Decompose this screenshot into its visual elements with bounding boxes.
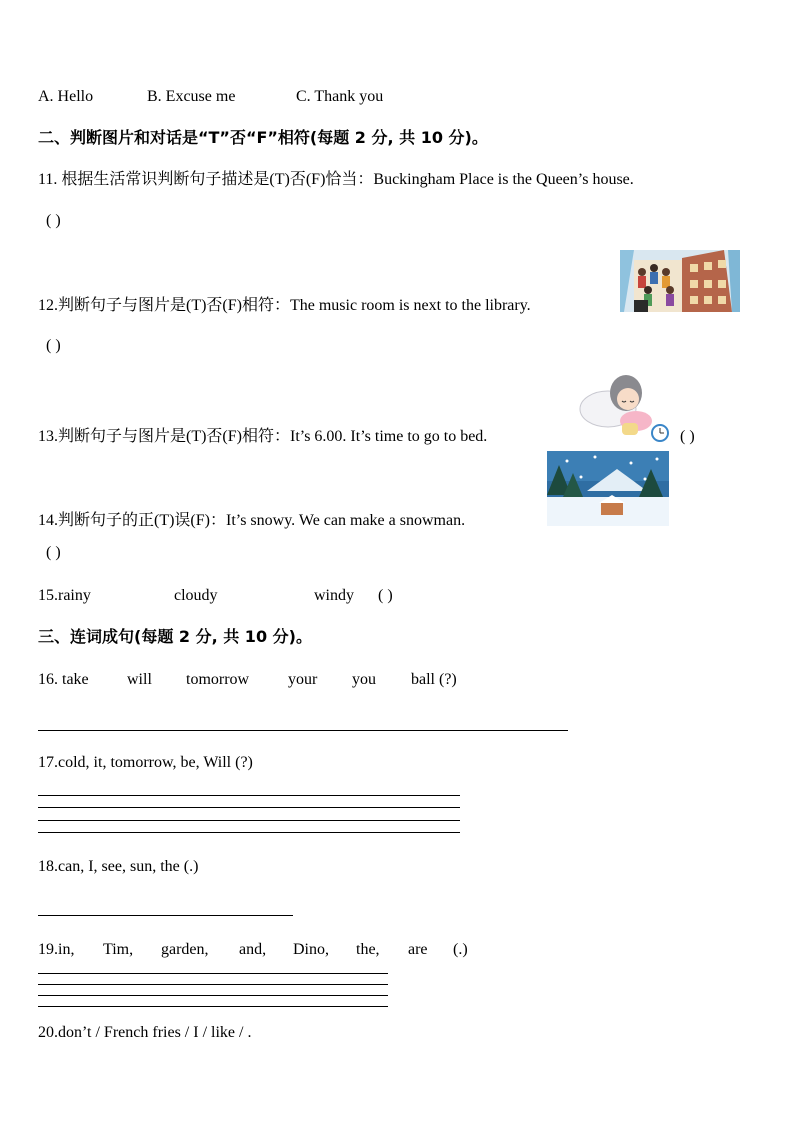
q15-word-rainy: 15.rainy	[38, 587, 91, 604]
q15-word-windy: windy	[314, 587, 354, 604]
q12-text: 12.判断句子与图片是(T)否(F)相符：The music room is next to the library.	[38, 297, 531, 314]
q19-answer-line[interactable]	[38, 973, 388, 974]
q16-answer-line[interactable]	[38, 730, 568, 731]
sleeping-girl-picture	[578, 367, 678, 443]
q11-answer-paren[interactable]: ( )	[46, 212, 61, 229]
q19-word: garden,	[161, 941, 209, 958]
snowy-scene-picture	[547, 451, 669, 526]
q15-word-cloudy: cloudy	[174, 587, 218, 604]
q16-number-take: 16. take	[38, 671, 89, 688]
q19-word: the,	[356, 941, 380, 958]
q20-text: 20.don’t / French fries / I / like / .	[38, 1024, 252, 1041]
q16-word: will	[127, 671, 152, 688]
q19-answer-line[interactable]	[38, 984, 388, 985]
option-b: B. Excuse me	[147, 88, 236, 105]
q18-answer-line[interactable]	[38, 915, 293, 916]
music-room-library-picture	[620, 250, 740, 312]
q17-answer-line[interactable]	[38, 820, 460, 821]
q19-word: Dino,	[293, 941, 329, 958]
q14-answer-paren[interactable]: ( )	[46, 544, 61, 561]
q19-word: (.)	[453, 941, 468, 958]
q12-answer-paren[interactable]: ( )	[46, 337, 61, 354]
q19-word: are	[408, 941, 428, 958]
option-c: C. Thank you	[296, 88, 384, 105]
q13-text: 13.判断句子与图片是(T)否(F)相符：It’s 6.00. It’s time to go to bed.	[38, 428, 488, 445]
q11-text: 11. 根据生活常识判断句子描述是(T)否(F)恰当：Buckingham Place is the Queen’s house.	[38, 171, 634, 188]
q19-word: Tim,	[103, 941, 134, 958]
q19-word: and,	[239, 941, 267, 958]
q16-word: your	[288, 671, 318, 688]
q17-text: 17.cold, it, tomorrow, be, Will (?)	[38, 754, 253, 771]
q16-word: you	[352, 671, 376, 688]
q17-answer-line[interactable]	[38, 807, 460, 808]
section2-title: 二、判断图片和对话是“T”否“F”相符(每题 2 分, 共 10 分)。	[38, 128, 488, 147]
q17-answer-line[interactable]	[38, 795, 460, 796]
option-a: A. Hello	[38, 88, 94, 105]
q16-word: tomorrow	[186, 671, 250, 688]
q19-answer-line[interactable]	[38, 1006, 388, 1007]
q15-answer-paren[interactable]: ( )	[378, 587, 393, 604]
q16-word: ball (?)	[411, 671, 457, 688]
q14-text: 14.判断句子的正(T)误(F)：It’s snowy. We can make a snowman.	[38, 512, 466, 529]
q19-answer-line[interactable]	[38, 995, 388, 996]
section3-title: 三、连词成句(每题 2 分, 共 10 分)。	[38, 627, 312, 646]
q19-word: 19.in,	[38, 941, 75, 958]
q17-answer-line[interactable]	[38, 832, 460, 833]
q13-answer-paren[interactable]: ( )	[680, 428, 695, 445]
q18-text: 18.can, I, see, sun, the (.)	[38, 858, 199, 875]
